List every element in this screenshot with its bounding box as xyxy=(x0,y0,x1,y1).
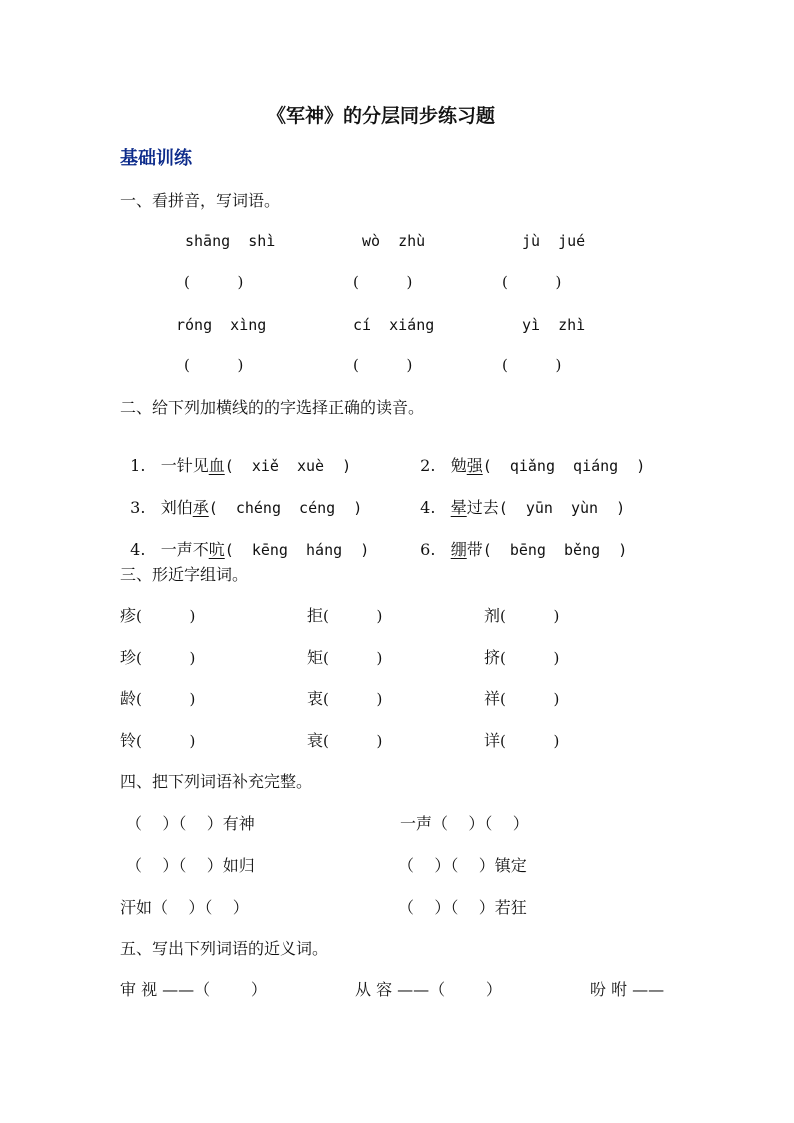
underlined-char: 绷 xyxy=(450,540,467,559)
pinyin-item: cí xiáng xyxy=(353,316,435,334)
word-suffix: 过去 xyxy=(466,498,499,517)
word-prefix: 刘伯 xyxy=(160,498,193,517)
word-suffix: 带 xyxy=(466,540,483,559)
item-number: 6. xyxy=(420,540,436,559)
char: 详 xyxy=(484,731,501,750)
char: 龄 xyxy=(120,689,137,708)
pronunciation-item xyxy=(120,484,362,516)
idiom-item: （ ）（ ）有神 xyxy=(126,814,255,833)
item-number: 1. xyxy=(130,456,146,475)
answer-blank: ( ) xyxy=(502,273,562,291)
pronunciation-options: ( kēng háng ) xyxy=(224,541,370,559)
char-compound-item xyxy=(307,650,382,666)
underlined-char: 吭 xyxy=(208,540,225,559)
section-subtitle: 基础训练 xyxy=(120,148,192,169)
char-compound-item xyxy=(120,733,195,749)
answer-blank: ( ) xyxy=(353,273,413,291)
answer-blank: ( ) xyxy=(136,607,196,625)
char-compound-item xyxy=(484,733,559,749)
char-compound-item xyxy=(120,650,195,666)
item-number: 4. xyxy=(420,498,436,517)
idiom-item: 汗如（ ）（ ） xyxy=(120,898,249,917)
item-number: 2. xyxy=(420,456,436,475)
pinyin-item: róng xìng xyxy=(176,316,267,334)
page-title: 《军神》的分层同步练习题 xyxy=(267,105,496,127)
answer-blank: ( ) xyxy=(500,607,560,625)
word-prefix: 勉 xyxy=(450,456,467,475)
answer-blank: ( ) xyxy=(323,607,383,625)
char-compound-item xyxy=(120,608,195,624)
underlined-char: 晕 xyxy=(450,498,467,517)
pinyin-item: yì zhì xyxy=(522,316,586,334)
char: 疹 xyxy=(120,606,137,625)
char: 珍 xyxy=(120,648,137,667)
section3-heading: 三、形近字组词。 xyxy=(120,565,249,584)
pronunciation-item xyxy=(410,484,625,516)
pinyin-item: shāng shì xyxy=(185,232,276,250)
answer-blank: ( ) xyxy=(500,732,560,750)
section5-heading: 五、写出下列词语的近义词。 xyxy=(120,939,329,958)
pronunciation-options: ( xiě xuè ) xyxy=(224,457,352,475)
answer-blank: ( ) xyxy=(323,732,383,750)
underlined-char: 强 xyxy=(466,456,483,475)
idiom-item: （ ）（ ）若狂 xyxy=(398,898,527,917)
item-number: 3. xyxy=(130,498,146,517)
char-compound-item xyxy=(307,691,382,707)
word-prefix: 一针见 xyxy=(160,456,209,475)
char-compound-item xyxy=(307,608,382,624)
char: 衷 xyxy=(307,689,324,708)
pinyin-item: jù jué xyxy=(522,232,586,250)
pronunciation-options: ( bēng běng ) xyxy=(482,541,628,559)
answer-blank: ( ) xyxy=(323,649,383,667)
char-compound-item xyxy=(120,691,195,707)
synonym-item: 审 视 ——（ ） xyxy=(120,980,267,999)
answer-blank: ( ) xyxy=(184,356,244,374)
char: 祥 xyxy=(484,689,501,708)
idiom-item: （ ）（ ）镇定 xyxy=(398,856,527,875)
char: 铃 xyxy=(120,731,137,750)
pronunciation-options: ( qiǎng qiáng ) xyxy=(482,457,646,475)
synonym-item: 从 容 ——（ ） xyxy=(355,980,502,999)
idiom-item: （ ）（ ）如归 xyxy=(126,856,255,875)
answer-blank: ( ) xyxy=(136,649,196,667)
char: 剂 xyxy=(484,606,501,625)
answer-blank: ( ) xyxy=(353,356,413,374)
section1-heading: 一、看拼音，写词语。 xyxy=(120,191,281,210)
answer-blank: ( ) xyxy=(323,690,383,708)
synonym-item: 吩 咐 —— xyxy=(590,980,665,999)
underlined-char: 血 xyxy=(208,456,225,475)
char: 矩 xyxy=(307,648,324,667)
char-compound-item xyxy=(307,733,382,749)
answer-blank: ( ) xyxy=(136,732,196,750)
pronunciation-item xyxy=(120,442,351,474)
answer-blank: ( ) xyxy=(502,356,562,374)
char-compound-item xyxy=(484,650,559,666)
pronunciation-item xyxy=(410,526,627,558)
answer-blank: ( ) xyxy=(500,649,560,667)
answer-blank: ( ) xyxy=(136,690,196,708)
char: 拒 xyxy=(307,606,324,625)
pronunciation-item xyxy=(410,442,645,474)
pinyin-item: wò zhù xyxy=(362,232,426,250)
answer-blank: ( ) xyxy=(184,273,244,291)
underlined-char: 承 xyxy=(192,498,209,517)
item-number: 4. xyxy=(130,540,146,559)
section4-heading: 四、把下列词语补充完整。 xyxy=(120,772,313,791)
pronunciation-options: ( chéng céng ) xyxy=(208,499,363,517)
word-prefix: 一声不 xyxy=(160,540,209,559)
idiom-item: 一声（ ）（ ） xyxy=(400,814,529,833)
pronunciation-item xyxy=(120,526,369,558)
answer-blank: ( ) xyxy=(500,690,560,708)
char: 挤 xyxy=(484,648,501,667)
section2-heading: 二、给下列加横线的的字选择正确的读音。 xyxy=(120,398,425,417)
char-compound-item xyxy=(484,608,559,624)
char-compound-item xyxy=(484,691,559,707)
pronunciation-options: ( yūn yùn ) xyxy=(498,499,626,517)
char: 衰 xyxy=(307,731,324,750)
